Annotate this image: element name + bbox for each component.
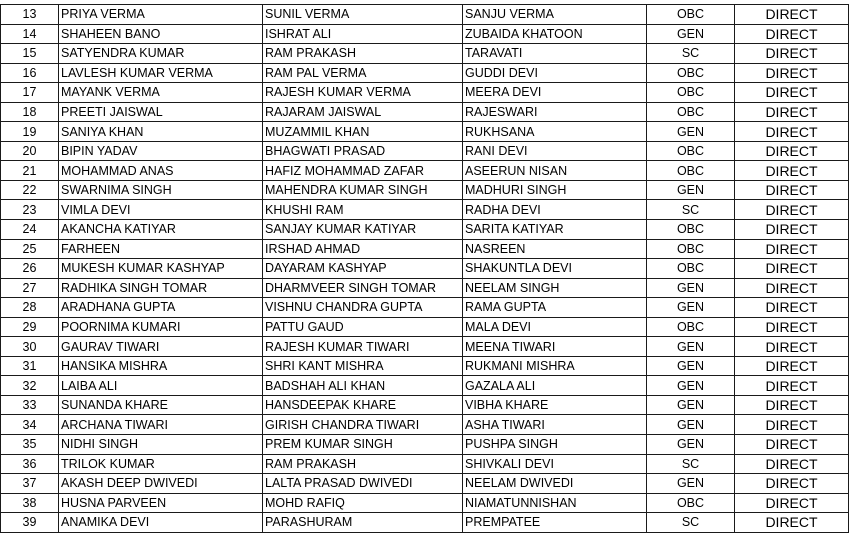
table-row <box>1 180 849 200</box>
candidate-name-cell: ANAMIKA DEVI <box>59 513 263 533</box>
father-name-cell: HAFIZ MOHAMMAD ZAFAR <box>263 161 463 181</box>
admission-mode-cell: DIRECT <box>735 161 849 181</box>
category-cell: OBC <box>647 220 735 240</box>
category-cell: GEN <box>647 395 735 415</box>
table-row <box>1 454 849 474</box>
candidate-name-cell: SHAHEEN BANO <box>59 24 263 44</box>
category-cell: OBC <box>647 239 735 259</box>
candidate-name-cell: MUKESH KUMAR KASHYAP <box>59 259 263 279</box>
admission-mode-cell: DIRECT <box>735 122 849 142</box>
category-cell: GEN <box>647 24 735 44</box>
candidate-name-cell: RADHIKA SINGH TOMAR <box>59 278 263 298</box>
candidate-name-cell: PREETI JAISWAL <box>59 102 263 122</box>
mother-name-cell: SHAKUNTLA DEVI <box>463 259 647 279</box>
mother-name-cell: ASHA TIWARI <box>463 415 647 435</box>
admission-mode-cell: DIRECT <box>735 356 849 376</box>
mother-name-cell: SHIVKALI DEVI <box>463 454 647 474</box>
father-name-cell: RAJARAM JAISWAL <box>263 102 463 122</box>
admission-mode-cell: DIRECT <box>735 278 849 298</box>
table-row <box>1 239 849 259</box>
mother-name-cell: NASREEN <box>463 239 647 259</box>
serial-number-cell: 23 <box>1 200 59 220</box>
category-cell: OBC <box>647 493 735 513</box>
table-row <box>1 141 849 161</box>
candidate-name-cell: MAYANK VERMA <box>59 83 263 103</box>
table-row <box>1 513 849 533</box>
serial-number-cell: 17 <box>1 83 59 103</box>
serial-number-cell: 32 <box>1 376 59 396</box>
candidate-name-cell: BIPIN YADAV <box>59 141 263 161</box>
table-row <box>1 493 849 513</box>
category-cell: OBC <box>647 317 735 337</box>
serial-number-cell: 39 <box>1 513 59 533</box>
mother-name-cell: MALA DEVI <box>463 317 647 337</box>
father-name-cell: ISHRAT ALI <box>263 24 463 44</box>
father-name-cell: RAM PAL VERMA <box>263 63 463 83</box>
table-row <box>1 474 849 494</box>
father-name-cell: SHRI KANT MISHRA <box>263 356 463 376</box>
table-row <box>1 298 849 318</box>
category-cell: OBC <box>647 63 735 83</box>
category-cell: SC <box>647 44 735 64</box>
table-row <box>1 278 849 298</box>
category-cell: GEN <box>647 298 735 318</box>
mother-name-cell: RAMA GUPTA <box>463 298 647 318</box>
father-name-cell: RAJESH KUMAR TIWARI <box>263 337 463 357</box>
admission-mode-cell: DIRECT <box>735 435 849 455</box>
mother-name-cell: MEENA TIWARI <box>463 337 647 357</box>
father-name-cell: VISHNU CHANDRA GUPTA <box>263 298 463 318</box>
category-cell: OBC <box>647 5 735 25</box>
mother-name-cell: RADHA DEVI <box>463 200 647 220</box>
category-cell: GEN <box>647 278 735 298</box>
category-cell: GEN <box>647 337 735 357</box>
table-row <box>1 44 849 64</box>
admission-mode-cell: DIRECT <box>735 44 849 64</box>
candidate-name-cell: SANIYA KHAN <box>59 122 263 142</box>
admission-mode-cell: DIRECT <box>735 298 849 318</box>
father-name-cell: RAM PRAKASH <box>263 44 463 64</box>
admission-mode-cell: DIRECT <box>735 259 849 279</box>
candidate-name-cell: TRILOK KUMAR <box>59 454 263 474</box>
mother-name-cell: SANJU VERMA <box>463 5 647 25</box>
father-name-cell: BADSHAH ALI KHAN <box>263 376 463 396</box>
mother-name-cell: ZUBAIDA KHATOON <box>463 24 647 44</box>
candidate-list-sheet <box>0 4 848 533</box>
table-row <box>1 376 849 396</box>
admission-mode-cell: DIRECT <box>735 415 849 435</box>
admission-mode-cell: DIRECT <box>735 317 849 337</box>
table-row <box>1 24 849 44</box>
mother-name-cell: RUKHSANA <box>463 122 647 142</box>
category-cell: GEN <box>647 474 735 494</box>
admission-mode-cell: DIRECT <box>735 5 849 25</box>
candidate-name-cell: ARADHANA GUPTA <box>59 298 263 318</box>
candidate-name-cell: HANSIKA MISHRA <box>59 356 263 376</box>
candidate-name-cell: POORNIMA KUMARI <box>59 317 263 337</box>
serial-number-cell: 13 <box>1 5 59 25</box>
serial-number-cell: 30 <box>1 337 59 357</box>
mother-name-cell: SARITA KATIYAR <box>463 220 647 240</box>
father-name-cell: IRSHAD AHMAD <box>263 239 463 259</box>
serial-number-cell: 19 <box>1 122 59 142</box>
mother-name-cell: TARAVATI <box>463 44 647 64</box>
admission-mode-cell: DIRECT <box>735 102 849 122</box>
serial-number-cell: 18 <box>1 102 59 122</box>
admission-mode-cell: DIRECT <box>735 395 849 415</box>
serial-number-cell: 15 <box>1 44 59 64</box>
serial-number-cell: 28 <box>1 298 59 318</box>
admission-mode-cell: DIRECT <box>735 337 849 357</box>
candidate-name-cell: PRIYA VERMA <box>59 5 263 25</box>
table-row <box>1 356 849 376</box>
mother-name-cell: NEELAM DWIVEDI <box>463 474 647 494</box>
table-row <box>1 395 849 415</box>
table-row <box>1 435 849 455</box>
mother-name-cell: PUSHPA SINGH <box>463 435 647 455</box>
serial-number-cell: 24 <box>1 220 59 240</box>
category-cell: OBC <box>647 83 735 103</box>
admission-mode-cell: DIRECT <box>735 474 849 494</box>
serial-number-cell: 14 <box>1 24 59 44</box>
table-row <box>1 220 849 240</box>
father-name-cell: HANSDEEPAK KHARE <box>263 395 463 415</box>
mother-name-cell: RAJESWARI <box>463 102 647 122</box>
candidate-name-cell: ARCHANA TIWARI <box>59 415 263 435</box>
father-name-cell: LALTA PRASAD DWIVEDI <box>263 474 463 494</box>
serial-number-cell: 34 <box>1 415 59 435</box>
category-cell: OBC <box>647 161 735 181</box>
father-name-cell: PATTU GAUD <box>263 317 463 337</box>
father-name-cell: DHARMVEER SINGH TOMAR <box>263 278 463 298</box>
father-name-cell: BHAGWATI PRASAD <box>263 141 463 161</box>
table-row <box>1 161 849 181</box>
serial-number-cell: 21 <box>1 161 59 181</box>
mother-name-cell: NIAMATUNNISHAN <box>463 493 647 513</box>
candidate-name-cell: GAURAV TIWARI <box>59 337 263 357</box>
father-name-cell: MAHENDRA KUMAR SINGH <box>263 180 463 200</box>
mother-name-cell: RANI DEVI <box>463 141 647 161</box>
admission-mode-cell: DIRECT <box>735 83 849 103</box>
table-row <box>1 200 849 220</box>
candidate-table <box>0 4 849 533</box>
mother-name-cell: PREMPATEE <box>463 513 647 533</box>
mother-name-cell: GUDDI DEVI <box>463 63 647 83</box>
candidate-name-cell: MOHAMMAD ANAS <box>59 161 263 181</box>
father-name-cell: MUZAMMIL KHAN <box>263 122 463 142</box>
candidate-table-body <box>1 5 849 533</box>
serial-number-cell: 33 <box>1 395 59 415</box>
table-row <box>1 102 849 122</box>
admission-mode-cell: DIRECT <box>735 454 849 474</box>
serial-number-cell: 20 <box>1 141 59 161</box>
mother-name-cell: RUKMANI MISHRA <box>463 356 647 376</box>
father-name-cell: GIRISH CHANDRA TIWARI <box>263 415 463 435</box>
category-cell: SC <box>647 200 735 220</box>
mother-name-cell: MADHURI SINGH <box>463 180 647 200</box>
father-name-cell: RAJESH KUMAR VERMA <box>263 83 463 103</box>
father-name-cell: SUNIL VERMA <box>263 5 463 25</box>
candidate-name-cell: NIDHI SINGH <box>59 435 263 455</box>
category-cell: SC <box>647 513 735 533</box>
candidate-name-cell: SUNANDA KHARE <box>59 395 263 415</box>
category-cell: GEN <box>647 180 735 200</box>
admission-mode-cell: DIRECT <box>735 141 849 161</box>
admission-mode-cell: DIRECT <box>735 376 849 396</box>
admission-mode-cell: DIRECT <box>735 63 849 83</box>
candidate-name-cell: SATYENDRA KUMAR <box>59 44 263 64</box>
candidate-name-cell: LAIBA ALI <box>59 376 263 396</box>
table-row <box>1 5 849 25</box>
father-name-cell: PARASHURAM <box>263 513 463 533</box>
table-row <box>1 63 849 83</box>
category-cell: GEN <box>647 376 735 396</box>
candidate-name-cell: AKANCHA KATIYAR <box>59 220 263 240</box>
mother-name-cell: GAZALA ALI <box>463 376 647 396</box>
admission-mode-cell: DIRECT <box>735 180 849 200</box>
candidate-name-cell: LAVLESH KUMAR VERMA <box>59 63 263 83</box>
mother-name-cell: NEELAM SINGH <box>463 278 647 298</box>
serial-number-cell: 36 <box>1 454 59 474</box>
admission-mode-cell: DIRECT <box>735 200 849 220</box>
serial-number-cell: 31 <box>1 356 59 376</box>
serial-number-cell: 35 <box>1 435 59 455</box>
category-cell: GEN <box>647 122 735 142</box>
father-name-cell: PREM KUMAR SINGH <box>263 435 463 455</box>
category-cell: GEN <box>647 435 735 455</box>
father-name-cell: DAYARAM KASHYAP <box>263 259 463 279</box>
category-cell: OBC <box>647 102 735 122</box>
candidate-name-cell: SWARNIMA SINGH <box>59 180 263 200</box>
serial-number-cell: 22 <box>1 180 59 200</box>
category-cell: OBC <box>647 259 735 279</box>
candidate-name-cell: VIMLA DEVI <box>59 200 263 220</box>
serial-number-cell: 29 <box>1 317 59 337</box>
table-row <box>1 259 849 279</box>
table-row <box>1 415 849 435</box>
category-cell: GEN <box>647 415 735 435</box>
mother-name-cell: ASEERUN NISAN <box>463 161 647 181</box>
category-cell: SC <box>647 454 735 474</box>
category-cell: OBC <box>647 141 735 161</box>
admission-mode-cell: DIRECT <box>735 24 849 44</box>
category-cell: GEN <box>647 356 735 376</box>
father-name-cell: RAM PRAKASH <box>263 454 463 474</box>
candidate-name-cell: HUSNA PARVEEN <box>59 493 263 513</box>
serial-number-cell: 27 <box>1 278 59 298</box>
serial-number-cell: 25 <box>1 239 59 259</box>
admission-mode-cell: DIRECT <box>735 220 849 240</box>
table-row <box>1 337 849 357</box>
candidate-name-cell: AKASH DEEP DWIVEDI <box>59 474 263 494</box>
table-row <box>1 317 849 337</box>
candidate-name-cell: FARHEEN <box>59 239 263 259</box>
father-name-cell: SANJAY KUMAR KATIYAR <box>263 220 463 240</box>
table-row <box>1 83 849 103</box>
admission-mode-cell: DIRECT <box>735 493 849 513</box>
admission-mode-cell: DIRECT <box>735 513 849 533</box>
father-name-cell: MOHD RAFIQ <box>263 493 463 513</box>
mother-name-cell: MEERA DEVI <box>463 83 647 103</box>
serial-number-cell: 16 <box>1 63 59 83</box>
father-name-cell: KHUSHI RAM <box>263 200 463 220</box>
admission-mode-cell: DIRECT <box>735 239 849 259</box>
serial-number-cell: 38 <box>1 493 59 513</box>
serial-number-cell: 37 <box>1 474 59 494</box>
mother-name-cell: VIBHA KHARE <box>463 395 647 415</box>
table-row <box>1 122 849 142</box>
serial-number-cell: 26 <box>1 259 59 279</box>
